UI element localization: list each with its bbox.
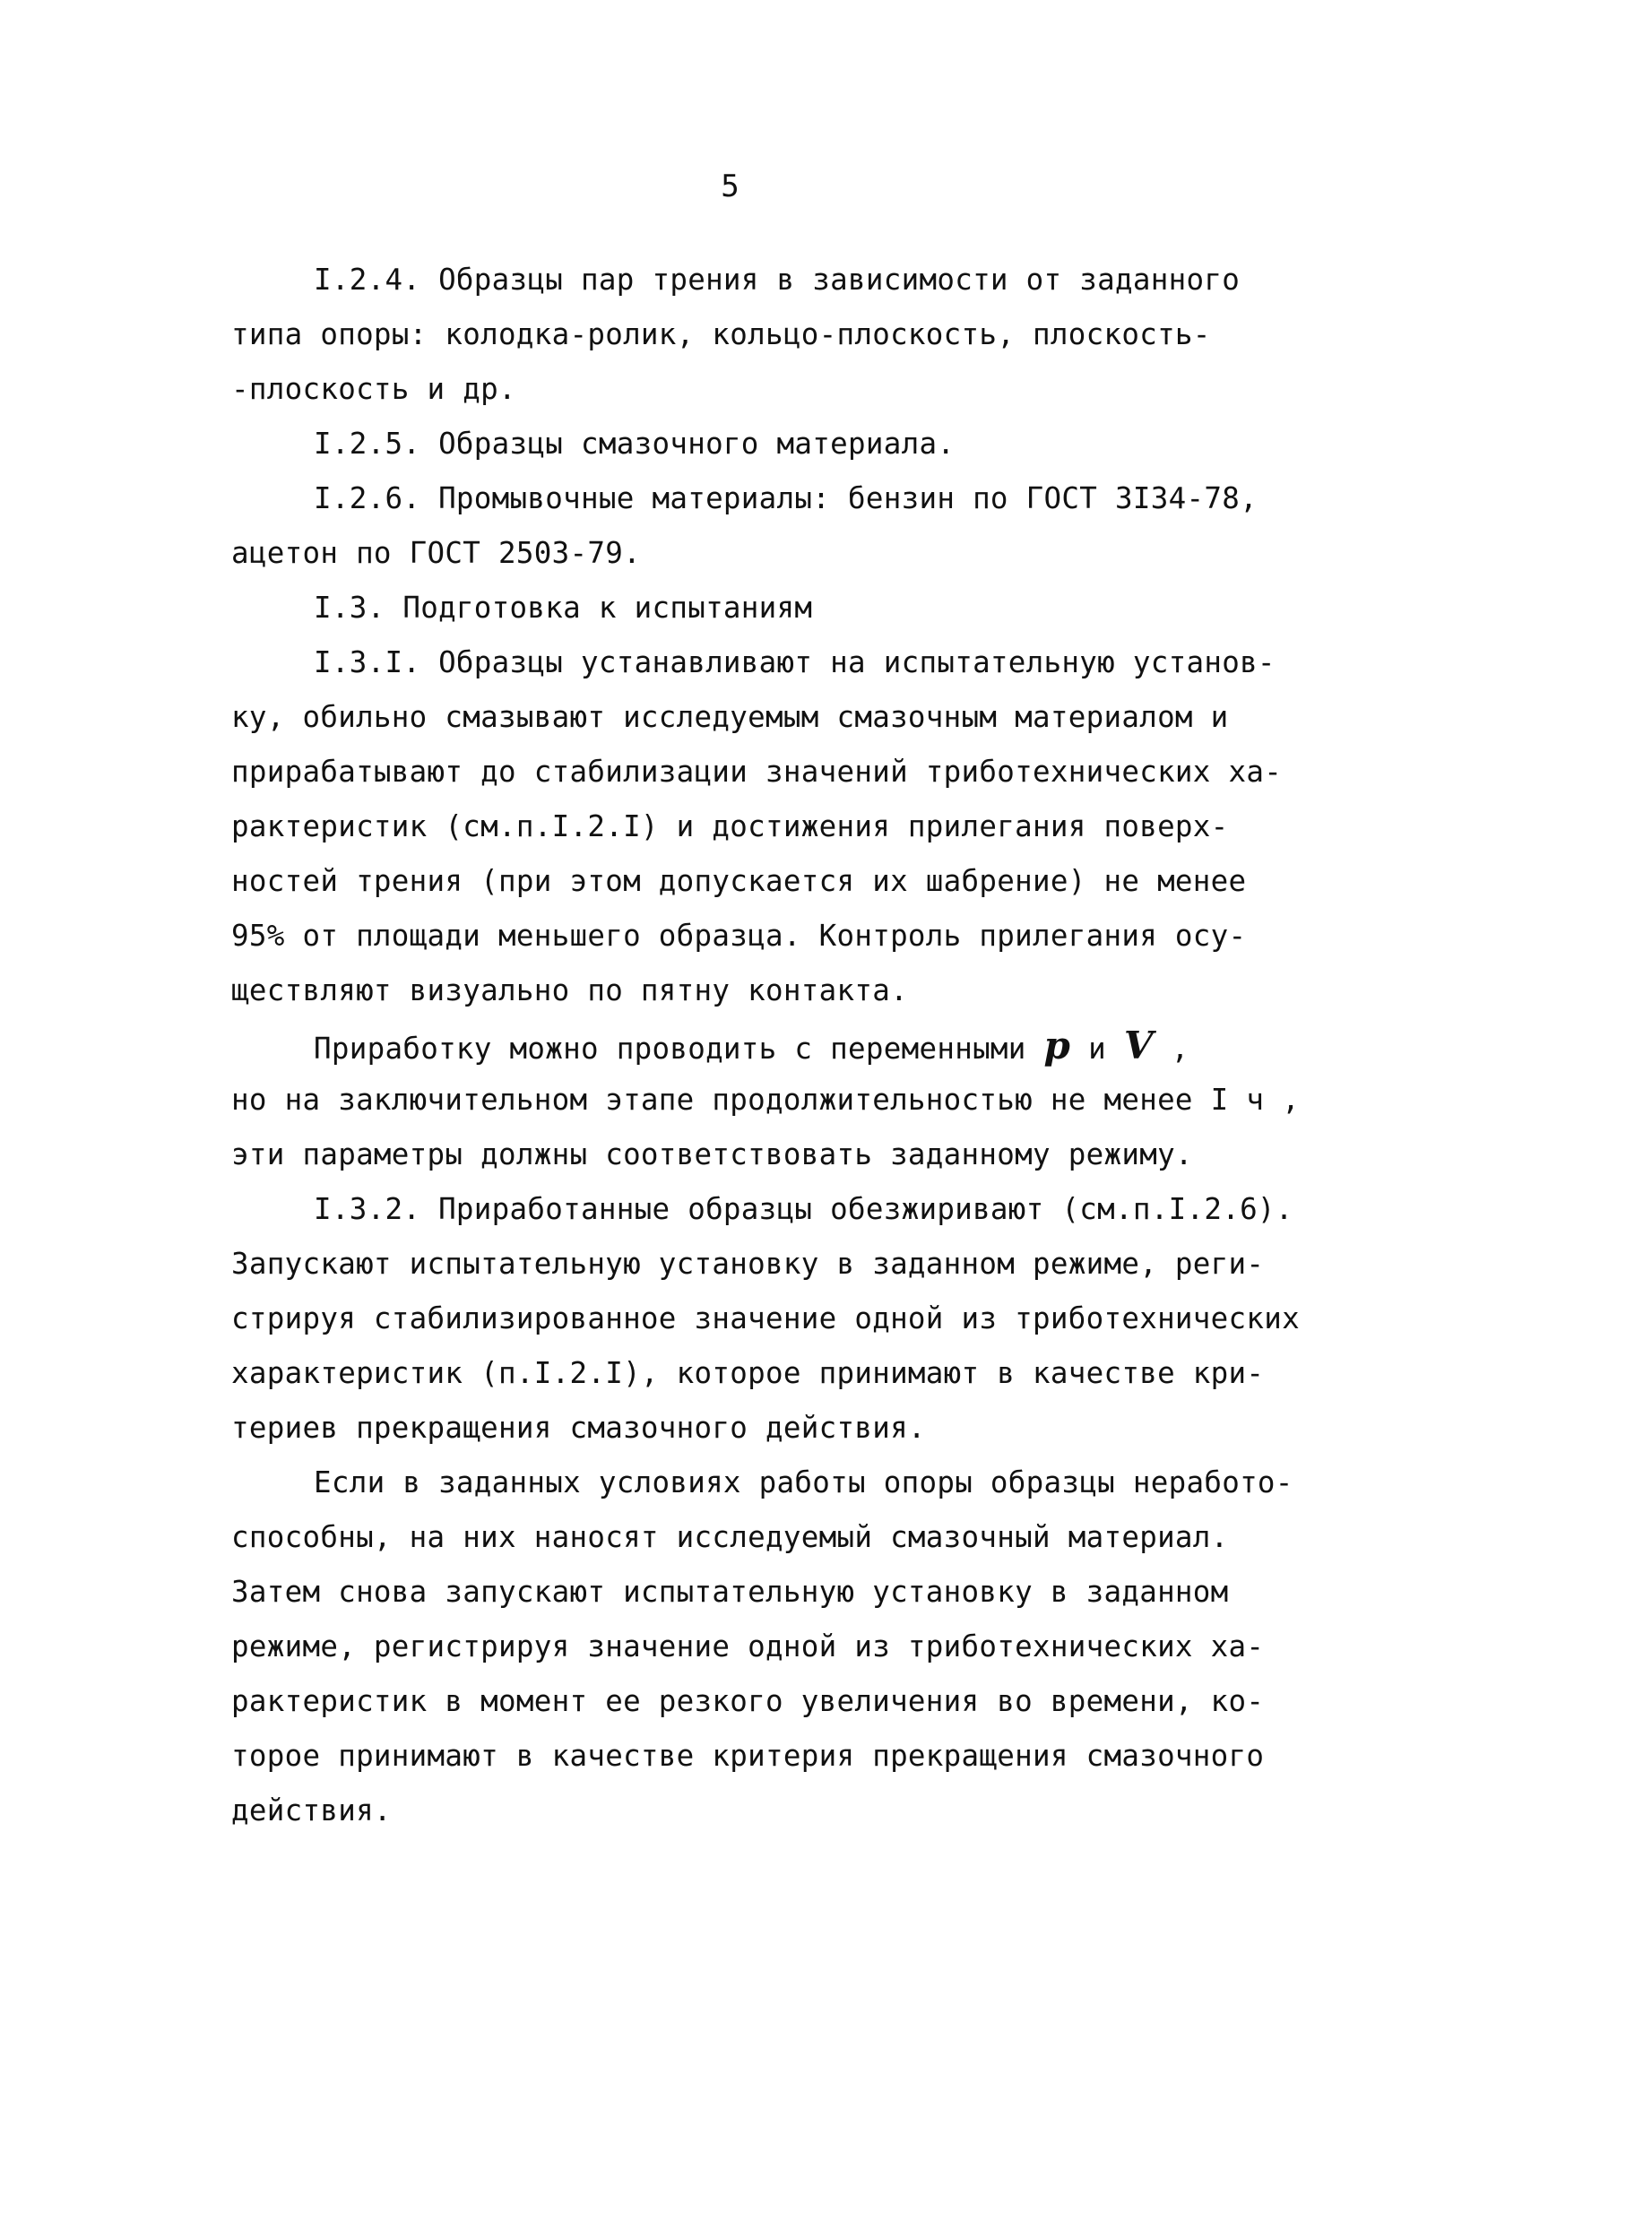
text-line: I.3.I. Образцы устанавливают на испытательную установ- [314,645,1276,679]
text-line: териев прекращения смазочного действия. [231,1411,926,1445]
text-line: ностей трения (при этом допускается их шабрение) не менее [231,864,1247,898]
text-line: I.2.6. Промывочные материалы: бензин по ГОСТ 3I34-78, [314,481,1258,515]
text-line: рактеристик (см.п.I.2.I) и достижения прилегания поверх- [231,809,1229,843]
text-fragment: Приработку можно проводить с переменными [314,1032,1044,1066]
page-number: 5 [721,168,740,204]
text-line: ществляют визуально по пятну контакта. [231,973,908,1007]
text-line: рактеристик в момент ее резкого увеличения во времени, ко- [231,1684,1265,1718]
text-line: 95% от площади меньшего образца. Контроль прилегания осу- [231,919,1247,953]
text-line: I.3.2. Приработанные образцы обезжиривают (см.п.I.2.6). [314,1192,1293,1226]
text-line: но на заключительном этапе продолжительностью не менее I ч , [231,1083,1300,1117]
text-line: Если в заданных условиях работы опоры образцы неработо- [314,1465,1293,1499]
text-line: Затем снова запускают испытательную установку в заданном [231,1575,1229,1609]
text-fragment: и [1070,1032,1124,1066]
text-line: торое принимают в качестве критерия прекращения смазочного [231,1739,1265,1773]
text-line: режиме, регистрируя значение одной из триботехнических ха- [231,1629,1265,1663]
symbol-v: V [1123,1024,1154,1067]
text-fragment: , [1153,1032,1189,1066]
text-line: Запускают испытательную установку в заданном режиме, реги- [231,1247,1265,1281]
symbol-p: p [1043,1024,1071,1067]
text-line: действия. [231,1793,392,1828]
text-line: прирабатывают до стабилизации значений триботехнических ха- [231,755,1283,789]
document-body [231,253,1300,1838]
text-line: I.2.4. Образцы пар трения в зависимости от заданного [314,263,1241,297]
text-line: способны, на них наносят исследуемый смазочный материал. [231,1520,1229,1554]
text-line-with-symbols [231,1018,1271,1073]
text-line: ацетон по ГОСТ 2503-79. [231,536,641,570]
text-line: I.2.5. Образцы смазочного материала. [314,427,956,461]
text-line: -плоскость и др. [231,372,516,406]
text-line: ку, обильно смазывают исследуемым смазочным материалом и [231,700,1229,734]
text-line: типа опоры: колодка-ролик, кольцо-плоскость, плоскость- [231,317,1211,351]
section-heading: I.3. Подготовка к испытаниям [314,591,813,625]
text-line: характеристик (п.I.2.I), которое принимают в качестве кри- [231,1356,1265,1390]
text-line: стрируя стабилизированное значение одной из триботехнических [231,1301,1300,1335]
text-line: эти параметры должны соответствовать заданному режиму. [231,1137,1193,1171]
